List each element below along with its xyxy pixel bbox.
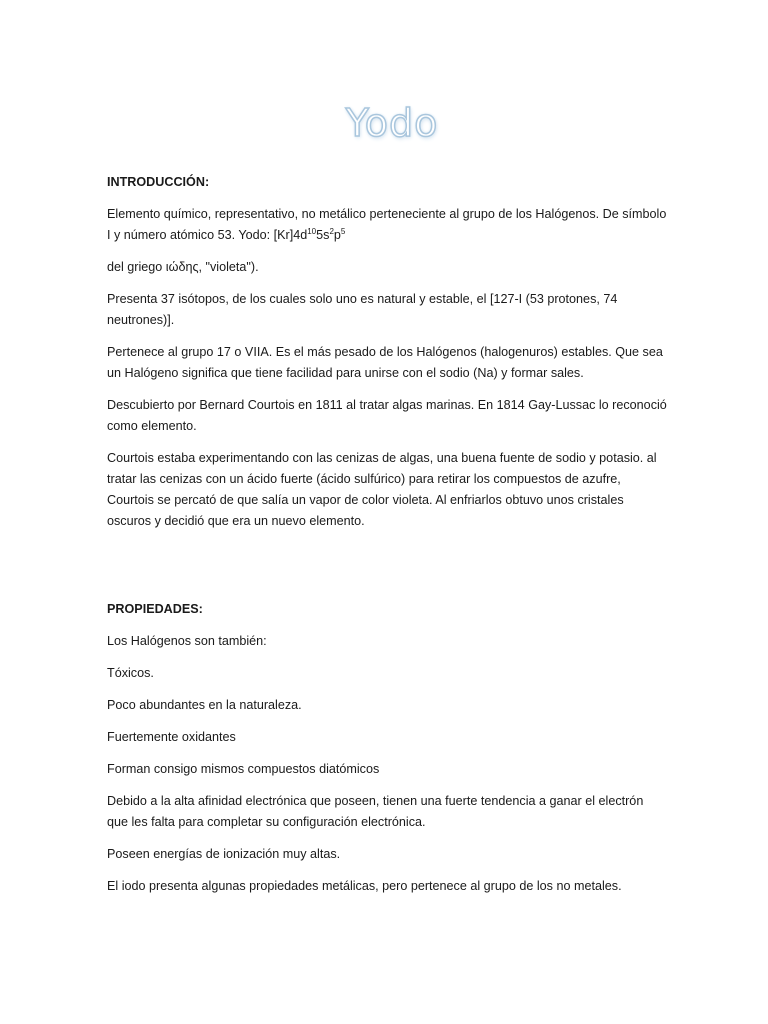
intro-p1-mid-1: 5s [316,228,330,242]
properties-heading: PROPIEDADES: [107,602,203,616]
intro-heading: INTRODUCCIÓN: [107,175,210,189]
section-spacer [107,543,667,599]
properties-paragraph-1: Los Halógenos son también: [107,634,267,648]
intro-p1-sup-2: 2 [329,226,334,236]
intro-paragraph-6: Courtois estaba experimentando con las cenizas de algas, una buena fuente de sodio y potasio. al tratar las cenizas con un ácido fuerte (ácido sulfúrico) para retirar los compuestos de azufre, Courtois se percató de que salía un vapor de color violeta. Al enfriarlos obtuvo unos cristales oscuros y decidió que era un nuevo elemento. [107,451,657,528]
properties-paragraph-2: Tóxicos. [107,666,154,680]
intro-p1-text: Elemento químico, representativo, no metálico perteneciente al grupo de los Halógenos. De símbolo I y número atómico 53. Yodo: [Kr]4d [107,207,667,242]
intro-paragraph-3: Presenta 37 isótopos, de los cuales solo uno es natural y estable, el [127-I (53 protones, 74 neutrones)]. [107,292,618,327]
intro-paragraph-5: Descubierto por Bernard Courtois en 1811 al tratar algas marinas. En 1814 Gay-Lussac lo reconoció como elemento. [107,398,667,433]
document-title: Yodo [345,101,439,145]
properties-paragraph-3: Poco abundantes en la naturaleza. [107,698,302,712]
properties-paragraph-6: Debido a la alta afinidad electrónica que poseen, tienen una fuerte tendencia a ganar el electrón que les falta para completar su configuración electrónica. [107,794,644,829]
intro-paragraph-4: Pertenece al grupo 17 o VIIA. Es el más pesado de los Halógenos (halogenuros) estables. Que sea un Halógeno significa que tiene facilidad para unirse con el sodio (Na) y formar sales. [107,345,663,380]
intro-p1-mid-2: p [333,228,341,242]
properties-paragraph-8: El iodo presenta algunas propiedades metálicas, pero pertenece al grupo de los no metales. [107,879,622,893]
intro-p1-sup-3: 5 [340,226,346,236]
properties-paragraph-4: Fuertemente oxidantes [107,730,236,744]
intro-paragraph-2: del griego ιώδης, "violeta"). [107,260,259,274]
intro-paragraph-1 [107,204,667,246]
properties-paragraph-7: Poseen energías de ionización muy altas. [107,847,341,861]
document-page [107,96,667,908]
intro-p1-sup-1: 10 [307,226,317,236]
properties-paragraph-5: Forman consigo mismos compuestos diatómicos [107,762,380,776]
